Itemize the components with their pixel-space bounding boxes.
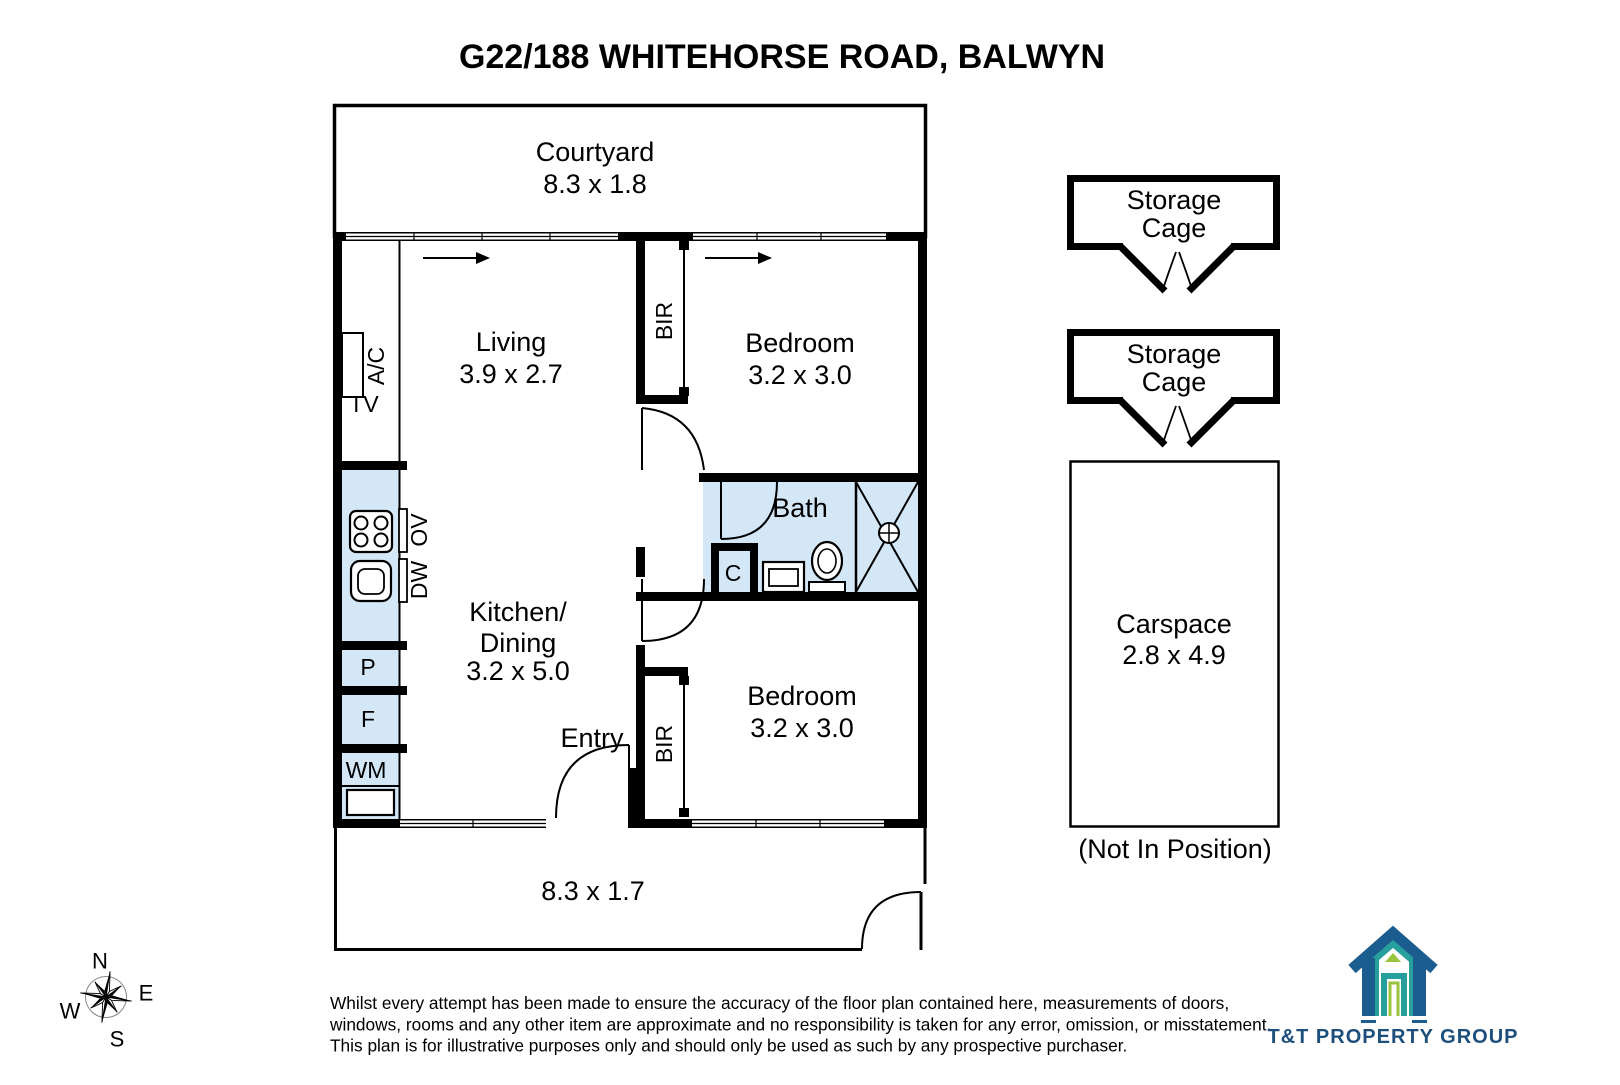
cupboard-label: C (724, 560, 742, 586)
compass-south-label: S (109, 1026, 125, 1052)
entry-door (546, 745, 637, 828)
dishwasher-label: DW (406, 560, 432, 600)
tv-label: TV (349, 391, 379, 417)
bedroom-bottom-dims: 3.2 x 3.0 (750, 713, 854, 743)
disclaimer (329, 993, 1271, 1056)
carspace-label: Carspace (1116, 609, 1232, 639)
windows-top (346, 234, 886, 240)
pantry-label: P (360, 654, 376, 680)
oven-label: OV (406, 513, 432, 547)
storage-cage-1-label-line1: Storage (1126, 185, 1222, 215)
arrow-right-icon (476, 252, 490, 264)
compass-north-label: N (92, 948, 108, 974)
toilet-icon (809, 542, 845, 592)
sliding-door-arrows (423, 252, 772, 264)
kitchen-label-line1: Kitchen/ (469, 597, 567, 627)
robe-top-label: BIR (651, 301, 677, 341)
bedroom-top-door (642, 408, 704, 470)
washing-machine-label: WM (345, 757, 387, 783)
compass-icon (60, 949, 154, 1052)
courtyard-top-dims: 8.3 x 1.8 (543, 169, 647, 199)
cooktop-icon (350, 511, 392, 552)
carspace-dims: 2.8 x 4.9 (1122, 640, 1226, 670)
robe-bottom-label: BIR (651, 724, 677, 764)
bedroom-top-dims: 3.2 x 3.0 (748, 360, 852, 390)
living-dims: 3.9 x 2.7 (459, 359, 563, 389)
carspace (1071, 462, 1279, 865)
floor-plan (333, 106, 927, 951)
brand-name: T&T PROPERTY GROUP (1267, 1026, 1519, 1048)
sink-icon (351, 561, 391, 601)
storage-cage-2-label-line2: Cage (1141, 367, 1207, 397)
kitchen-label-line2: Dining (479, 628, 557, 658)
laundry-trough-icon (347, 790, 394, 815)
storage-cage-2 (1067, 333, 1280, 446)
vanity-icon (763, 562, 804, 592)
bedroom-bottom-door (642, 579, 704, 641)
storage-cage-1-label-line2: Cage (1141, 213, 1207, 243)
arrow-right-icon (758, 252, 772, 264)
bedroom-top-label: Bedroom (745, 328, 855, 358)
disclaimer-line1: Whilst every attempt has been made to ensure the accuracy of the floor plan contained here, measurements of doors, (330, 993, 1230, 1013)
page-title: G22/188 WHITEHORSE ROAD, BALWYN (458, 38, 1106, 76)
room-labels (459, 137, 857, 906)
compass-west-label: W (59, 998, 81, 1024)
ac-label: A/C (363, 346, 389, 386)
storage-cage-2-label-line1: Storage (1126, 339, 1222, 369)
bath-label: Bath (772, 493, 828, 523)
ac-unit-icon (342, 333, 363, 397)
courtyard-bottom-dims: 8.3 x 1.7 (541, 876, 645, 906)
kitchen-dims: 3.2 x 5.0 (466, 656, 570, 686)
storage-cage-1 (1067, 179, 1280, 292)
carspace-note: (Not In Position) (1078, 834, 1272, 864)
fridge-label: F (360, 706, 376, 732)
disclaimer-line2: windows, rooms and any other item are approximate and no responsibility is taken for any error, omission, or misstatement. (330, 1014, 1272, 1035)
entry-label: Entry (560, 723, 624, 753)
brand-logo (1268, 933, 1519, 1048)
living-label: Living (475, 327, 547, 357)
house-h-icon (1352, 933, 1434, 1023)
compass-east-label: E (138, 980, 154, 1006)
gate-door (862, 892, 921, 950)
bedroom-bottom-label: Bedroom (747, 681, 857, 711)
disclaimer-line3: This plan is for illustrative purposes only and should only be used as such by any prospective purchaser. (330, 1035, 1128, 1056)
courtyard-top-label: Courtyard (535, 137, 655, 167)
